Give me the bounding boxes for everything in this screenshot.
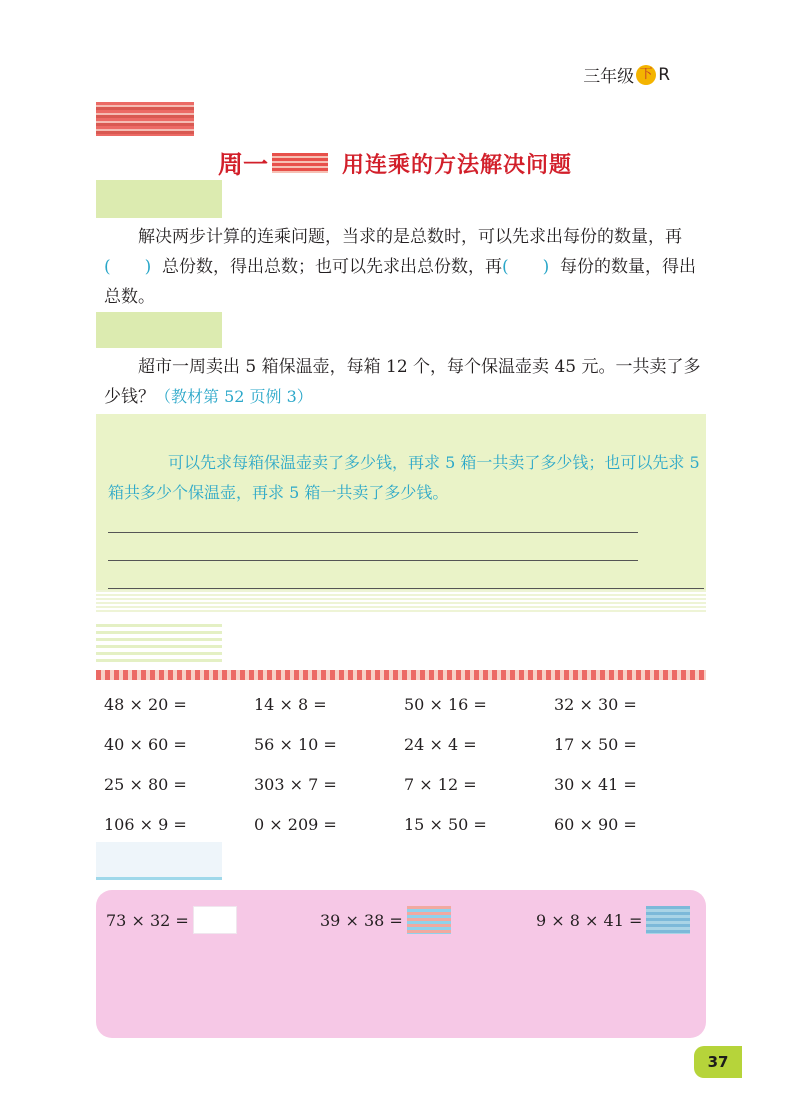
written-calc-item [536,906,690,934]
equation-text: 9 × 8 × 41 = [536,910,643,930]
calc-item[interactable]: 303 × 7 = [254,774,337,794]
calc-item[interactable]: 24 × 4 = [404,734,477,754]
answer-slot[interactable] [193,906,237,934]
summary-text-3: 每份的数量，得出总数。 [104,257,696,307]
calc-item[interactable]: 32 × 30 = [554,694,637,714]
fill-blank-2[interactable]: ( ) [502,257,550,277]
textbook-reference: （教材第 52 页例 3） [155,387,313,406]
calc-row [104,804,704,844]
page-number: 37 [694,1046,742,1078]
calc-item[interactable]: 50 × 16 = [404,694,487,714]
written-calc-item [320,906,451,934]
grade-header [583,62,670,87]
calc-row [104,724,704,764]
answer-text-block [108,448,704,508]
calc-item[interactable]: 40 × 60 = [104,734,187,754]
section-label-block [96,312,222,348]
answer-text: 可以先求每箱保温壶卖了多少钱，再求 5 箱一共卖了多少钱；也可以先求 5 箱共多少个保温壶，再求 5 箱一共卖了多少钱。 [108,453,700,502]
answer-line[interactable] [108,560,638,561]
lesson-title [218,145,572,181]
calc-item[interactable]: 14 × 8 = [254,694,327,714]
topic-title: 用连乘的方法解决问题 [342,152,573,178]
answer-area-edge [96,590,706,614]
calc-item[interactable]: 106 × 9 = [104,814,187,834]
answer-line[interactable] [108,532,638,533]
oral-calc-grid [104,684,704,844]
calc-item[interactable]: 15 × 50 = [404,814,487,834]
method-summary [104,222,704,312]
calc-item[interactable]: 7 × 12 = [404,774,477,794]
example-question [104,352,704,412]
semester-badge: 下 [636,65,656,85]
calc-item[interactable]: 17 × 50 = [554,734,637,754]
equation-text: 39 × 38 = [320,910,403,930]
answer-slot[interactable] [646,906,690,934]
calc-item[interactable]: 25 × 80 = [104,774,187,794]
calc-row [104,684,704,724]
grade-label: 三年级 [583,67,635,87]
calc-item[interactable]: 0 × 209 = [254,814,337,834]
answer-slot[interactable] [407,906,451,934]
fill-blank-1[interactable]: ( ) [104,257,152,277]
decorative-band [96,670,706,680]
calc-item[interactable]: 30 × 41 = [554,774,637,794]
summary-text-1: 解决两步计算的连乘问题，当求的是总数时，可以先求出每份的数量，再 [138,227,682,247]
calc-item[interactable]: 48 × 20 = [104,694,187,714]
answer-line[interactable] [108,588,704,589]
answer-area [96,414,706,614]
title-decoration [272,153,328,173]
week-label: 周一 [218,150,269,179]
written-calc-item [106,906,237,934]
calc-item[interactable]: 60 × 90 = [554,814,637,834]
section-label-block [96,180,222,218]
edition-label: R [658,64,670,85]
section-label-block [96,842,222,880]
calc-item[interactable]: 56 × 10 = [254,734,337,754]
section-label-block [96,624,222,664]
decorative-stripe [96,102,194,136]
summary-text-2: 总份数，得出总数；也可以先求出总份数，再 [162,257,502,277]
equation-text: 73 × 32 = [106,910,189,930]
calc-row [104,764,704,804]
question-text: 超市一周卖出 5 箱保温壶，每箱 12 个，每个保温壶卖 45 元。一共卖了多少钱？ [104,357,701,407]
